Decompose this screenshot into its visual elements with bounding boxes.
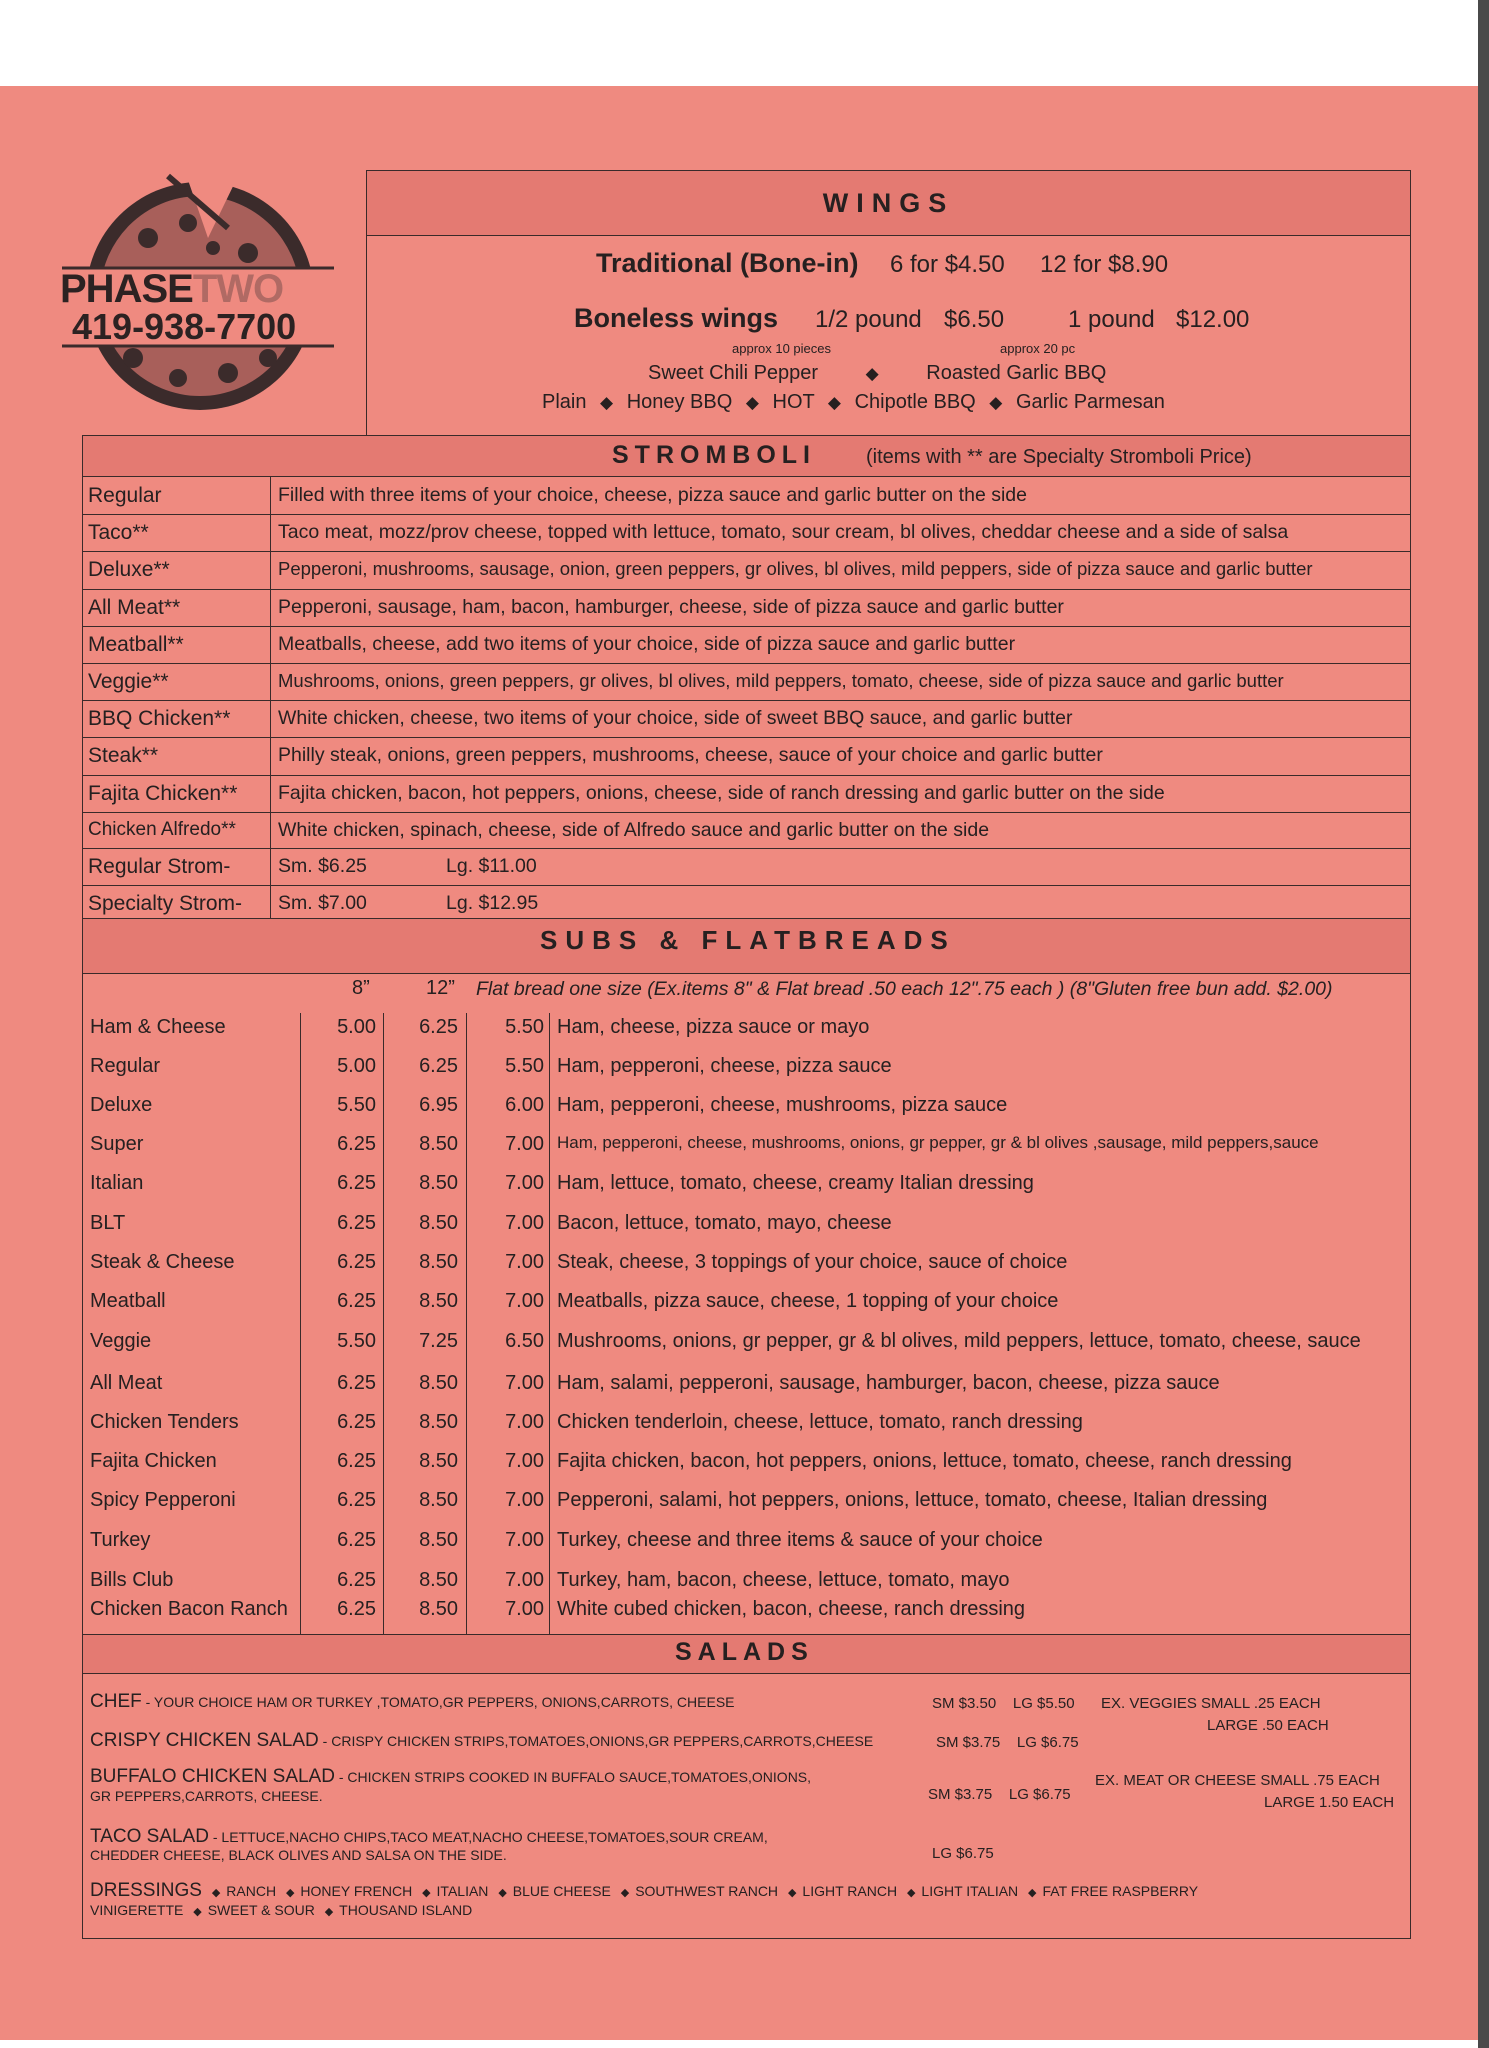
sub-price-12: 6.95	[419, 1094, 458, 1116]
sub-item-desc: Mushrooms, onions, gr pepper, gr & bl olives, mild peppers, lettuce, tomato, cheese, sauce	[557, 1330, 1361, 1352]
salad-desc: - CRISPY CHICKEN STRIPS,TOMATOES,ONIONS,GR PEPPERS,CARROTS,CHEESE	[318, 1733, 874, 1749]
sub-price-12: 8.50	[419, 1172, 458, 1194]
stromboli-note: (items with ** are Specialty Stromboli Price)	[866, 446, 1252, 468]
boneless-half-price: $6.50	[944, 306, 1005, 333]
flavor: Roasted Garlic BBQ	[926, 362, 1107, 384]
stromboli-price-sm: Sm. $6.25	[278, 855, 367, 877]
boneless-half-note: approx 10 pieces	[732, 341, 832, 356]
subs-title: SUBS & FLATBREADS	[540, 925, 956, 955]
flavors-row2	[542, 391, 1165, 414]
sub-item-name: All Meat	[90, 1372, 163, 1394]
ex-meat-large: LARGE 1.50 EACH	[1264, 1794, 1395, 1811]
salad-chef	[90, 1691, 735, 1713]
stromboli-item-desc: Filled with three items of your choice, cheese, pizza sauce and garlic butter on the side	[278, 484, 1027, 506]
sub-price-8: 6.25	[337, 1411, 376, 1433]
stromboli-item-name: Regular	[88, 484, 162, 507]
logo	[58, 168, 338, 428]
sub-price-flat: 7.00	[505, 1372, 544, 1394]
diamond-icon: ◆	[211, 1887, 221, 1899]
salad-name: CRISPY CHICKEN SALAD	[90, 1730, 319, 1751]
row-divider	[82, 737, 1411, 738]
traditional-label: Traditional (Bone-in)	[596, 248, 859, 278]
boneless-full-price: $12.00	[1176, 306, 1250, 333]
stromboli-item-desc: Meatballs, cheese, add two items of your choice, side of pizza sauce and garlic butter	[278, 632, 1016, 655]
salad-desc: - CHICKEN STRIPS COOKED IN BUFFALO SAUCE,TOMATOES,ONIONS,	[334, 1769, 812, 1785]
dressing: THOUSAND ISLAND	[339, 1902, 473, 1918]
stromboli-item-name: All Meat**	[88, 595, 181, 619]
diamond-icon: ◆	[989, 393, 1003, 412]
salad-buffalo-prices: SM $3.75 LG $6.75	[928, 1786, 1071, 1803]
sub-price-8: 6.25	[337, 1290, 376, 1312]
stromboli-item-desc: White chicken, cheese, two items of your choice, side of sweet BBQ sauce, and garlic butter	[278, 707, 1073, 730]
diamond-icon: ◆	[787, 1887, 797, 1899]
col-8-header: 8”	[352, 977, 370, 999]
salad-name: BUFFALO CHICKEN SALAD	[90, 1766, 335, 1787]
stromboli-item-desc: Philly steak, onions, green peppers, mushrooms, cheese, sauce of your choice and garlic butter	[278, 744, 1103, 767]
sub-item-name: Super	[90, 1133, 144, 1155]
sub-price-flat: 7.00	[505, 1251, 544, 1273]
sub-item-name: Italian	[90, 1172, 144, 1194]
dressing: LIGHT RANCH	[802, 1883, 898, 1899]
logo-phase: PHASE	[60, 267, 193, 311]
ex-meat: EX. MEAT OR CHEESE SMALL .75 EACH	[1095, 1772, 1380, 1789]
row-divider	[82, 589, 1411, 590]
boneless-label: Boneless wings	[574, 303, 779, 333]
boneless-half: 1/2 pound	[815, 306, 922, 333]
salad-taco	[90, 1826, 768, 1848]
sub-price-8: 5.50	[337, 1094, 376, 1116]
sub-price-flat: 7.00	[505, 1172, 544, 1194]
sub-item-name: Ham & Cheese	[90, 1016, 226, 1038]
stromboli-item-name: BBQ Chicken**	[88, 707, 231, 731]
stromboli-item-name: Taco**	[88, 521, 149, 545]
row-divider	[82, 700, 1411, 701]
sub-price-flat: 7.00	[505, 1598, 544, 1620]
sub-item-name: Chicken Bacon Ranch	[90, 1598, 288, 1620]
sub-item-name: Bills Club	[90, 1569, 174, 1591]
sub-price-flat: 6.00	[505, 1094, 544, 1116]
diamond-icon: ◆	[1028, 1887, 1037, 1899]
flavor: Honey BBQ	[626, 391, 733, 413]
sub-price-flat: 5.50	[505, 1055, 544, 1077]
sub-price-8: 6.25	[337, 1450, 376, 1472]
row-divider	[82, 514, 1411, 515]
sub-item-desc: Meatballs, pizza sauce, cheese, 1 topping of your choice	[557, 1290, 1059, 1312]
sub-price-8: 6.25	[337, 1212, 376, 1234]
sub-item-desc: Pepperoni, salami, hot peppers, onions, lettuce, tomato, cheese, Italian dressing	[557, 1489, 1268, 1511]
dressings-row1	[90, 1880, 1198, 1902]
stromboli-price-name: Specialty Strom-	[88, 892, 243, 916]
row-divider	[82, 551, 1411, 552]
sub-item-name: Fajita Chicken	[90, 1450, 217, 1472]
stromboli-price-sm: Sm. $7.00	[278, 892, 367, 915]
sub-price-8: 5.00	[337, 1055, 376, 1077]
diamond-icon: ◆	[865, 364, 879, 383]
dressing: HONEY FRENCH	[300, 1883, 413, 1899]
salad-chef-prices: SM $3.50 LG $5.50	[932, 1695, 1075, 1712]
flatbread-note: Flat bread one size (Ex.items 8" & Flat bread .50 each 12".75 each ) (8"Gluten free bun add. $2.00)	[476, 978, 1333, 1000]
sub-item-name: Spicy Pepperoni	[90, 1489, 236, 1511]
sub-item-desc: Chicken tenderloin, cheese, lettuce, tomato, ranch dressing	[557, 1411, 1083, 1433]
diamond-icon: ◆	[827, 393, 841, 412]
diamond-icon: ◆	[906, 1887, 916, 1899]
subs-divider	[549, 1013, 550, 1636]
sub-price-8: 6.25	[337, 1133, 376, 1155]
dressings-row2	[90, 1902, 472, 1918]
row-divider	[82, 775, 1411, 776]
salad-name: TACO SALAD	[90, 1826, 209, 1847]
sub-price-flat: 7.00	[505, 1411, 544, 1433]
sub-price-8: 6.25	[337, 1489, 376, 1511]
sub-price-flat: 7.00	[505, 1569, 544, 1591]
flavor: HOT	[772, 391, 815, 413]
stromboli-price-lg: Lg. $12.95	[446, 892, 539, 915]
row-divider	[82, 626, 1411, 627]
row-divider	[82, 812, 1411, 813]
stromboli-item-name: Meatball**	[88, 632, 184, 656]
subs-divider	[383, 1013, 384, 1636]
sub-item-desc: Ham, pepperoni, cheese, mushrooms, onions, gr pepper, gr & bl olives ,sausage, mild peppers,sauce	[557, 1133, 1319, 1152]
sub-price-flat: 7.00	[505, 1529, 544, 1551]
row-divider	[82, 885, 1411, 886]
salad-name: CHEF	[90, 1691, 142, 1712]
ex-veggies-large: LARGE .50 EACH	[1207, 1717, 1329, 1734]
sub-price-8: 6.25	[337, 1529, 376, 1551]
stromboli-price-lg: Lg. $11.00	[446, 855, 537, 877]
row-divider	[82, 848, 1411, 849]
salad-desc: - LETTUCE,NACHO CHIPS,TACO MEAT,NACHO CHEESE,TOMATOES,SOUR CREAM,	[208, 1829, 768, 1845]
logo-phone: 419-938-7700	[72, 306, 297, 347]
sub-item-name: Chicken Tenders	[90, 1411, 239, 1433]
dressing: FAT FREE RASPBERRY	[1042, 1883, 1199, 1899]
ex-veggies: EX. VEGGIES SMALL .25 EACH	[1101, 1695, 1321, 1712]
logo-two: TWO	[192, 267, 284, 311]
salad-buffalo-desc2: GR PEPPERS,CARROTS, CHEESE.	[90, 1788, 323, 1804]
sub-item-desc: Ham, salami, pepperoni, sausage, hamburger, bacon, cheese, pizza sauce	[557, 1372, 1220, 1394]
salad-crispy-prices: SM $3.75 LG $6.75	[936, 1734, 1079, 1751]
sub-item-desc: Ham, pepperoni, cheese, mushrooms, pizza sauce	[557, 1094, 1008, 1116]
stromboli-item-name: Steak**	[88, 744, 159, 768]
diamond-icon: ◆	[745, 393, 759, 412]
page-edge	[1478, 0, 1489, 2048]
diamond-icon: ◆	[324, 1906, 334, 1918]
sub-price-8: 6.25	[337, 1569, 376, 1591]
flavor: Sweet Chili Pepper	[648, 362, 819, 384]
sub-item-desc: Bacon, lettuce, tomato, mayo, cheese	[557, 1212, 892, 1234]
sub-price-12: 6.25	[419, 1055, 458, 1077]
sub-item-desc: Turkey, ham, bacon, cheese, lettuce, tomato, mayo	[557, 1569, 1010, 1591]
dressing: RANCH	[226, 1883, 277, 1899]
dressing: SWEET & SOUR	[207, 1902, 315, 1918]
sub-price-12: 8.50	[419, 1133, 458, 1155]
salad-buffalo	[90, 1766, 811, 1788]
sub-item-name: Turkey	[90, 1529, 151, 1551]
diamond-icon: ◆	[600, 393, 614, 412]
sub-price-12: 8.50	[419, 1411, 458, 1433]
sub-price-12: 8.50	[419, 1251, 458, 1273]
sub-item-desc: Fajita chicken, bacon, hot peppers, onions, lettuce, tomato, cheese, ranch dressing	[557, 1450, 1292, 1472]
sub-item-desc: Ham, pepperoni, cheese, pizza sauce	[557, 1055, 892, 1077]
sub-price-12: 8.50	[419, 1212, 458, 1234]
sub-price-flat: 7.00	[505, 1290, 544, 1312]
sub-price-8: 5.50	[337, 1330, 376, 1352]
flavor: Garlic Parmesan	[1015, 391, 1165, 413]
sub-item-name: Meatball	[90, 1290, 166, 1312]
wings-title: WINGS	[366, 170, 1411, 236]
sub-item-name: Steak & Cheese	[90, 1251, 235, 1273]
flavors-row1	[648, 362, 1106, 385]
sub-price-flat: 7.00	[505, 1212, 544, 1234]
sub-item-name: Deluxe	[90, 1094, 153, 1116]
stromboli-item-name: Deluxe**	[88, 558, 170, 582]
stromboli-item-desc: Pepperoni, mushrooms, sausage, onion, green peppers, gr olives, bl olives, mild peppers, side of pizza sauce and garlic butter	[278, 558, 1313, 580]
sub-item-desc: Turkey, cheese and three items & sauce of your choice	[557, 1529, 1043, 1551]
stromboli-item-name: Chicken Alfredo**	[88, 818, 236, 840]
sub-price-12: 8.50	[419, 1290, 458, 1312]
sub-price-12: 8.50	[419, 1450, 458, 1472]
diamond-icon: ◆	[193, 1906, 202, 1918]
stromboli-item-desc: Mushrooms, onions, green peppers, gr olives, bl olives, mild peppers, tomato, cheese, side of pizza sauce and garlic butter	[278, 670, 1284, 691]
boneless-full-note: approx 20 pc	[1000, 341, 1076, 356]
diamond-icon: ◆	[498, 1887, 507, 1899]
diamond-icon: ◆	[285, 1887, 295, 1899]
stromboli-item-name: Veggie**	[88, 670, 169, 693]
sub-price-12: 7.25	[419, 1330, 458, 1352]
row-divider	[82, 663, 1411, 664]
sub-price-8: 5.00	[337, 1016, 376, 1038]
sub-price-12: 6.25	[419, 1016, 458, 1038]
sub-price-flat: 7.00	[505, 1450, 544, 1472]
salad-taco-prices: LG $6.75	[932, 1845, 994, 1862]
boneless-full: 1 pound	[1068, 306, 1155, 333]
sub-item-desc: Ham, lettuce, tomato, cheese, creamy Italian dressing	[557, 1172, 1034, 1194]
sub-price-flat: 5.50	[505, 1016, 544, 1038]
sub-item-name: Regular	[90, 1055, 161, 1077]
flavor: Chipotle BBQ	[854, 391, 976, 413]
sub-item-name: Veggie	[90, 1330, 152, 1352]
sub-item-desc: Ham, cheese, pizza sauce or mayo	[557, 1016, 870, 1038]
sub-price-flat: 6.50	[505, 1330, 544, 1352]
salad-crispy	[90, 1730, 873, 1752]
dressing: ITALIAN	[436, 1883, 489, 1899]
dressing: VINIGERETTE	[90, 1902, 184, 1918]
sub-price-12: 8.50	[419, 1569, 458, 1591]
traditional-12: 12 for $8.90	[1040, 251, 1169, 278]
flavor: Plain	[542, 391, 587, 413]
sub-item-name: BLT	[90, 1212, 126, 1234]
sub-item-desc: Steak, cheese, 3 toppings of your choice, sauce of choice	[557, 1251, 1068, 1273]
stromboli-item-desc: White chicken, spinach, cheese, side of Alfredo sauce and garlic butter on the side	[278, 818, 990, 841]
salads-title: SALADS	[675, 1638, 814, 1666]
traditional-6: 6 for $4.50	[890, 251, 1005, 278]
dressings-label: DRESSINGS	[90, 1880, 202, 1901]
sub-price-12: 8.50	[419, 1529, 458, 1551]
sub-price-8: 6.25	[337, 1372, 376, 1394]
subs-divider	[466, 1013, 467, 1636]
col-12-header: 12”	[426, 977, 455, 999]
sub-price-8: 6.25	[337, 1598, 376, 1620]
stromboli-title: STROMBOLI	[612, 441, 816, 469]
diamond-icon: ◆	[422, 1887, 431, 1899]
stromboli-item-desc: Fajita chicken, bacon, hot peppers, onions, cheese, side of ranch dressing and garlic butter on the side	[278, 781, 1165, 804]
stromboli-item-desc: Pepperoni, sausage, ham, bacon, hamburger, cheese, side of pizza sauce and garlic butter	[278, 595, 1064, 618]
sub-price-flat: 7.00	[505, 1489, 544, 1511]
dressing: SOUTHWEST RANCH	[635, 1883, 779, 1899]
sub-price-8: 6.25	[337, 1251, 376, 1273]
sub-price-flat: 7.00	[505, 1133, 544, 1155]
stromboli-item-name: Fajita Chicken**	[88, 781, 238, 805]
diamond-icon: ◆	[620, 1887, 630, 1899]
sub-item-desc: White cubed chicken, bacon, cheese, ranch dressing	[557, 1598, 1026, 1620]
stromboli-price-name: Regular Strom-	[88, 855, 231, 878]
stromboli-column-divider	[270, 477, 271, 920]
sub-price-12: 8.50	[419, 1598, 458, 1620]
sub-price-12: 8.50	[419, 1489, 458, 1511]
dressing: LIGHT ITALIAN	[921, 1883, 1019, 1899]
sub-price-8: 6.25	[337, 1172, 376, 1194]
salad-desc: - YOUR CHOICE HAM OR TURKEY ,TOMATO,GR PEPPERS, ONIONS,CARROTS, CHEESE	[141, 1694, 735, 1710]
sub-price-12: 8.50	[419, 1372, 458, 1394]
stromboli-item-desc: Taco meat, mozz/prov cheese, topped with lettuce, tomato, sour cream, bl olives, cheddar cheese and a side of salsa	[278, 521, 1289, 544]
dressing: BLUE CHEESE	[512, 1883, 611, 1899]
salad-taco-desc2: CHEDDER CHEESE, BLACK OLIVES AND SALSA ON THE SIDE.	[90, 1847, 507, 1863]
